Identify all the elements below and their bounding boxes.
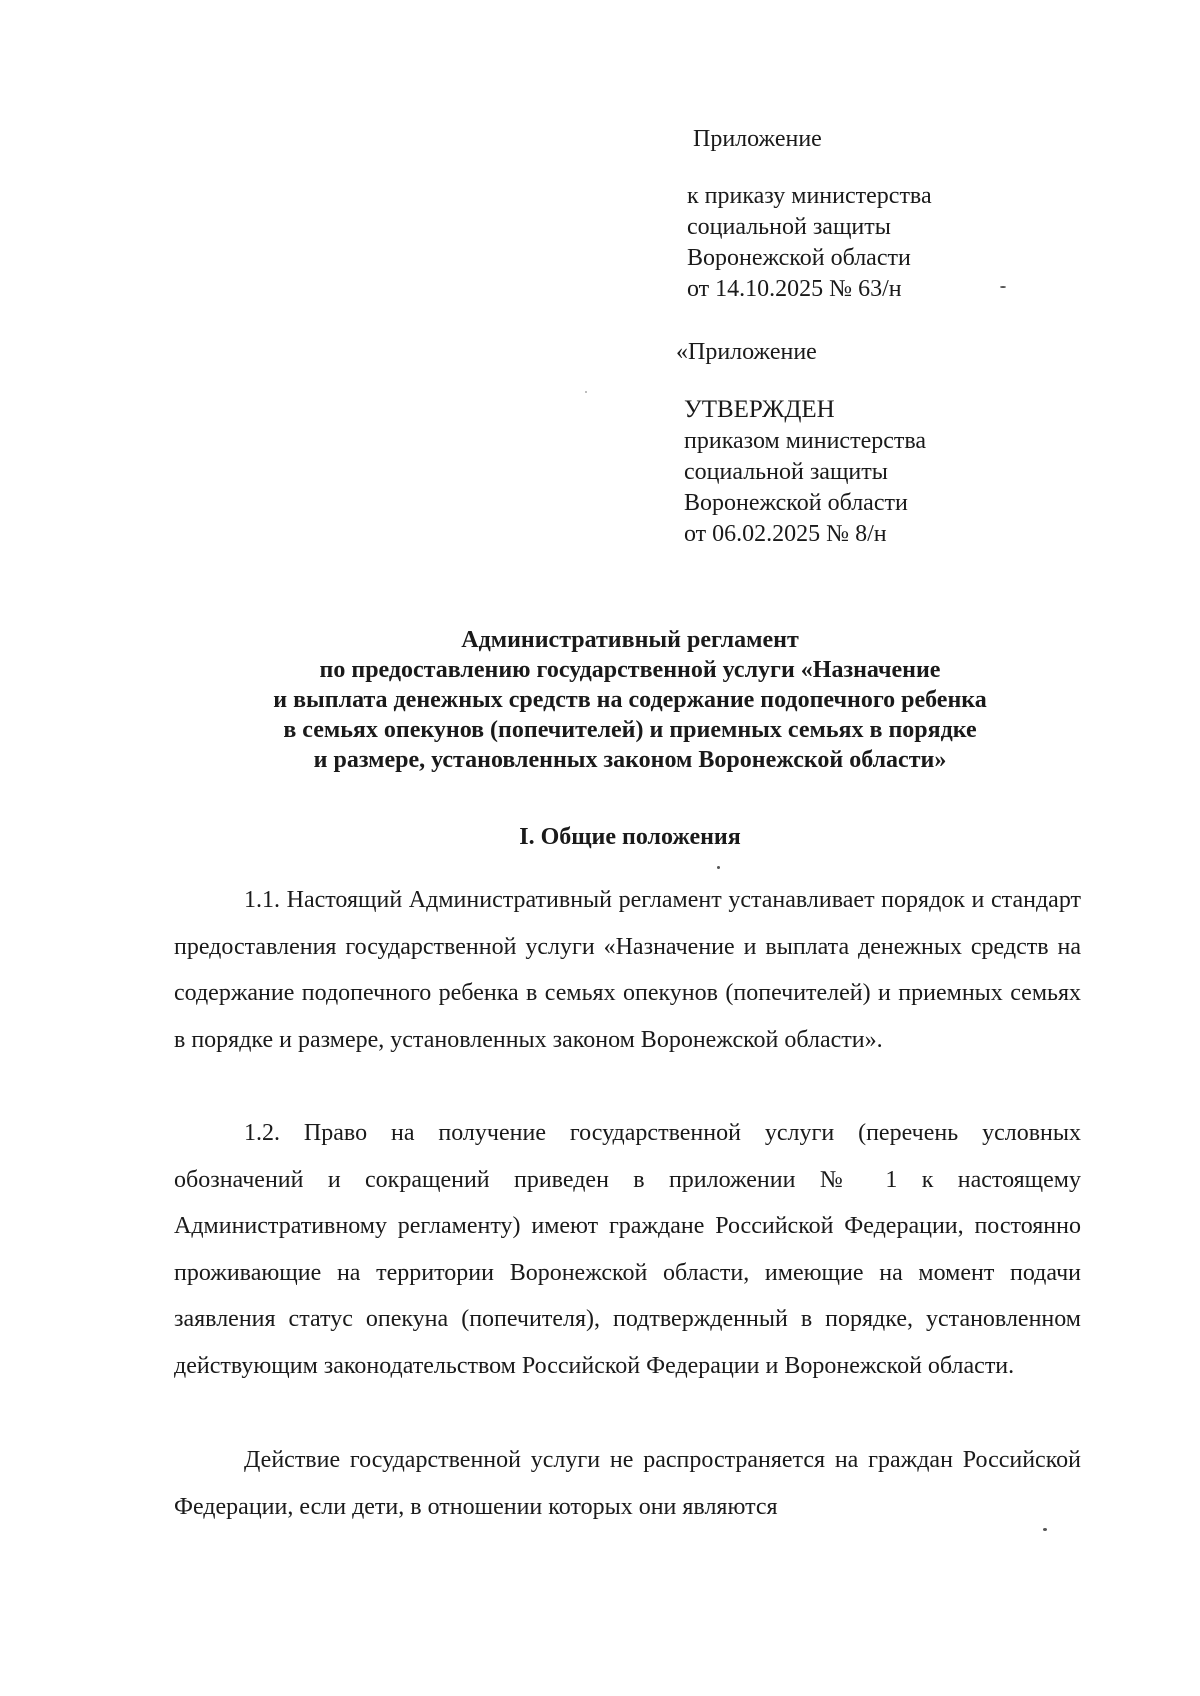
annex-heading [693, 124, 822, 155]
annex-heading-text: Приложение [693, 126, 822, 152]
title-line: и размере, установленных законом Воронежской области» [313, 747, 947, 773]
annex-order-line: от 14.10.2025 № 63/н [687, 276, 902, 302]
document-title [140, 625, 1120, 775]
inner-annex-heading-text: «Приложение [676, 339, 817, 365]
scan-speck [1043, 1528, 1047, 1531]
approved-label: УТВЕРЖДЕН [684, 396, 835, 423]
approved-line: Воронежской области [684, 490, 908, 516]
approval-stamp [684, 394, 926, 550]
title-line: и выплата денежных средств на содержание подопечного ребенка [273, 687, 987, 713]
annex-order-line: Воронежской области [687, 245, 911, 271]
scan-speck [1000, 286, 1006, 288]
title-line: Административный регламент [461, 627, 799, 653]
title-line: в семьях опекунов (попечителей) и приемных семьях в порядке [283, 717, 977, 743]
section-heading: I. Общие положения [519, 824, 741, 850]
paragraph-1-1: 1.1. Настоящий Административный регламент устанавливает порядок и стандарт предоставления государственной услуги «Назначение и выплата денежных средств на содержание подопечного ребенка в семьях опекунов (попечителей) и приемных семьях в порядке и размере, установленных законом Воронежской области». [174, 887, 1081, 1053]
annex-order-line: к приказу министерства [687, 183, 932, 209]
annex-order-reference [687, 181, 932, 305]
scan-speck [585, 391, 587, 393]
annex-order-line: социальной защиты [687, 214, 891, 240]
scan-speck [717, 866, 720, 869]
inner-annex-heading [676, 337, 817, 368]
title-line: по предоставлению государственной услуги «Назначение [319, 657, 941, 683]
paragraph-scope: Действие государственной услуги не распространяется на граждан Российской Федерации, если дети, в отношении которых они являются [174, 1447, 1081, 1520]
approved-line: от 06.02.2025 № 8/н [684, 521, 887, 547]
approved-line: социальной защиты [684, 459, 888, 485]
paragraph-1-2: 1.2. Право на получение государственной услуги (перечень условных обозначений и сокращений приведен в приложении № 1 к настоящему Административному регламенту) имеют граждане Российской Федерации, постоянно проживающие на территории Воронежской области, имеющие на момент подачи заявления статус опекуна (попечителя), подтвержденный в порядке, установленном действующим законодательством Российской Федерации и Воронежской области. [174, 1120, 1081, 1379]
approved-line: приказом министерства [684, 428, 927, 454]
